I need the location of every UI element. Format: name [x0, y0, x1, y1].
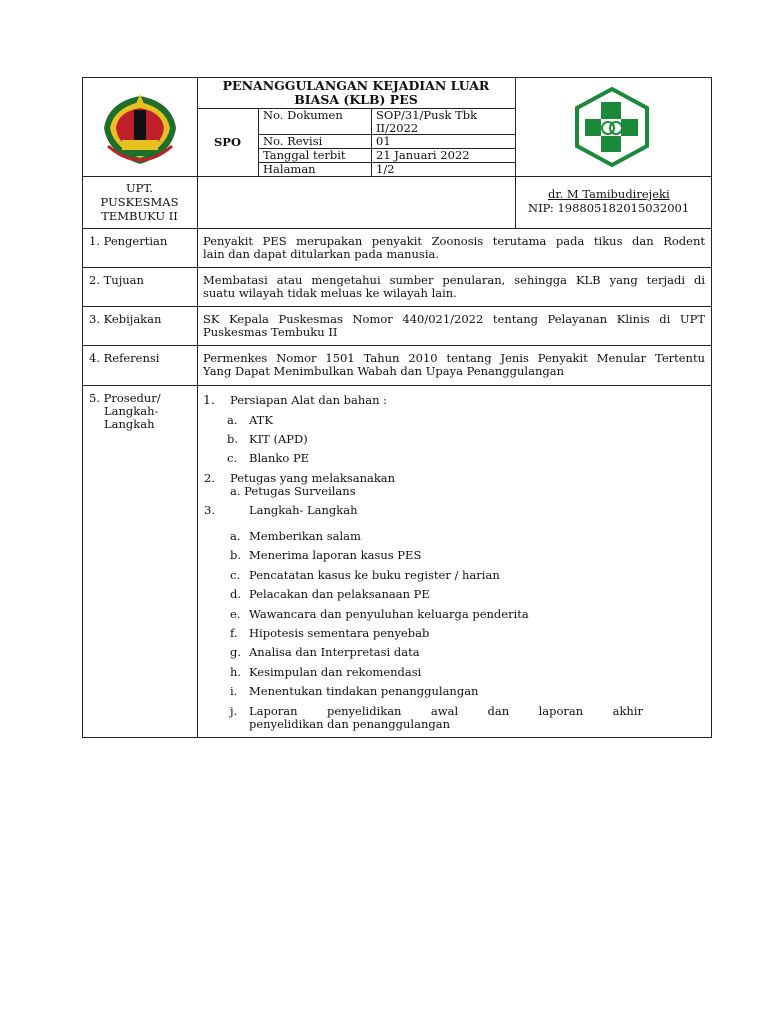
- page-value: 1/2: [376, 162, 395, 176]
- step1-item-letter: a.: [227, 413, 238, 427]
- step3-item-letter: g.: [230, 645, 242, 659]
- step3-item-text: Wawancara dan penyuluhan keluarga penderita: [249, 607, 529, 621]
- revision-value: 01: [376, 134, 391, 148]
- section-label-prosedur-line3: Langkah: [104, 417, 155, 431]
- section-text-referensi-line2: Yang Dapat Menimbulkan Wabah dan Upaya Penanggulangan: [203, 364, 564, 378]
- step3-item-text: Hipotesis sementara penyebab: [249, 626, 430, 640]
- step1-item-text: Blanko PE: [249, 451, 310, 465]
- step3-item-text: Pencatatan kasus ke buku register / harian: [249, 568, 500, 582]
- step3-text: Langkah- Langkah: [249, 503, 358, 517]
- step3-item-letter: c.: [230, 568, 241, 582]
- step3-item-text: Menentukan tindakan penanggulangan: [249, 684, 479, 698]
- revision-label: No. Revisi: [263, 134, 323, 148]
- step3-item-letter: a.: [230, 529, 241, 543]
- step3-item-letter: f.: [230, 626, 238, 640]
- issue-date-value: 21 Januari 2022: [376, 148, 470, 162]
- signatory-name: dr. M Tamibudirejeki: [548, 187, 670, 201]
- page-label: Halaman: [263, 162, 316, 176]
- section-label-referensi: 4. Referensi: [89, 351, 160, 365]
- step2-sub: a. Petugas Surveilans: [230, 484, 356, 498]
- step3-item-letter: i.: [230, 684, 238, 698]
- step3-last-line2: penyelidikan dan penanggulangan: [249, 717, 450, 731]
- step3-item-text: Analisa dan Interpretasi data: [249, 645, 420, 659]
- section-text-kebijakan-line1: SK Kepala Puskesmas Nomor 440/021/2022 tentang Pelayanan Klinis di UPT: [203, 312, 705, 326]
- section-text-pengertian-line2: lain dan dapat ditularkan pada manusia.: [203, 247, 440, 261]
- section-text-pengertian-line1: Penyakit PES merupakan penyakit Zoonosis terutama pada tikus dan Rodent: [203, 234, 705, 248]
- step3-item-text: Menerima laporan kasus PES: [249, 548, 422, 562]
- step1-item-letter: c.: [227, 451, 238, 465]
- step3-item-letter: b.: [230, 548, 242, 562]
- step3-number: 3.: [204, 503, 215, 517]
- signatory-nip: NIP: 198805182015032001: [528, 201, 690, 215]
- step1-item-text: ATK: [249, 413, 273, 427]
- puskesmas-cross-logo: [571, 86, 653, 168]
- section-text-tujuan-line1: Membatasi atau mengetahui sumber penularan, sehingga KLB yang terjadi di: [203, 273, 705, 287]
- issue-date-label: Tanggal terbit: [263, 148, 346, 162]
- institution-line2: PUSKESMAS: [100, 195, 179, 209]
- section-label-kebijakan: 3. Kebijakan: [89, 312, 162, 326]
- section-text-kebijakan-line2: Puskesmas Tembuku II: [203, 325, 338, 339]
- step2-text: Petugas yang melaksanakan: [230, 471, 396, 485]
- section-text-tujuan-line2: suatu wilayah tidak meluas ke wilayah lain.: [203, 286, 457, 300]
- document-title-line2: BIASA (KLB) PES: [294, 92, 418, 107]
- step3-item-letter: e.: [230, 607, 241, 621]
- doc-number-label: No. Dokumen: [263, 108, 343, 122]
- step2-number: 2.: [204, 471, 215, 485]
- section-label-prosedur-line1: 5. Prosedur/: [89, 391, 161, 405]
- step3-item-text: Pelacakan dan pelaksanaan PE: [249, 587, 430, 601]
- institution-line3: TEMBUKU II: [101, 209, 178, 223]
- step3-item-letter: j.: [230, 704, 238, 718]
- section-label-tujuan: 2. Tujuan: [89, 273, 144, 287]
- section-label-pengertian: 1. Pengertian: [89, 234, 168, 248]
- step1-item-letter: b.: [227, 432, 239, 446]
- section-text-referensi-line1: Permenkes Nomor 1501 Tahun 2010 tentang Jenis Penyakit Menular Tertentu: [203, 351, 705, 365]
- step3-item-text: Kesimpulan dan rekomendasi: [249, 665, 422, 679]
- step1-text: Persiapan Alat dan bahan :: [230, 393, 388, 407]
- spo-label: SPO: [214, 135, 241, 149]
- regency-crest-logo: [94, 88, 186, 168]
- section-label-prosedur-line2: Langkah-: [104, 404, 159, 418]
- institution-line1: UPT.: [125, 181, 154, 195]
- step3-item-text: Memberikan salam: [249, 529, 361, 543]
- step1-item-text: KIT (APD): [249, 432, 308, 446]
- step3-item-letter: h.: [230, 665, 242, 679]
- doc-number-value: SOP/31/Pusk Tbk: [376, 108, 478, 122]
- doc-number-value-cont: II/2022: [376, 121, 419, 135]
- step3-last-line1: Laporan penyelidikan awal dan laporan akhir: [249, 704, 643, 718]
- document-title-line1: PENANGGULANGAN KEJADIAN LUAR: [222, 78, 490, 93]
- step3-item-letter: d.: [230, 587, 242, 601]
- step1-number: 1.: [203, 392, 215, 407]
